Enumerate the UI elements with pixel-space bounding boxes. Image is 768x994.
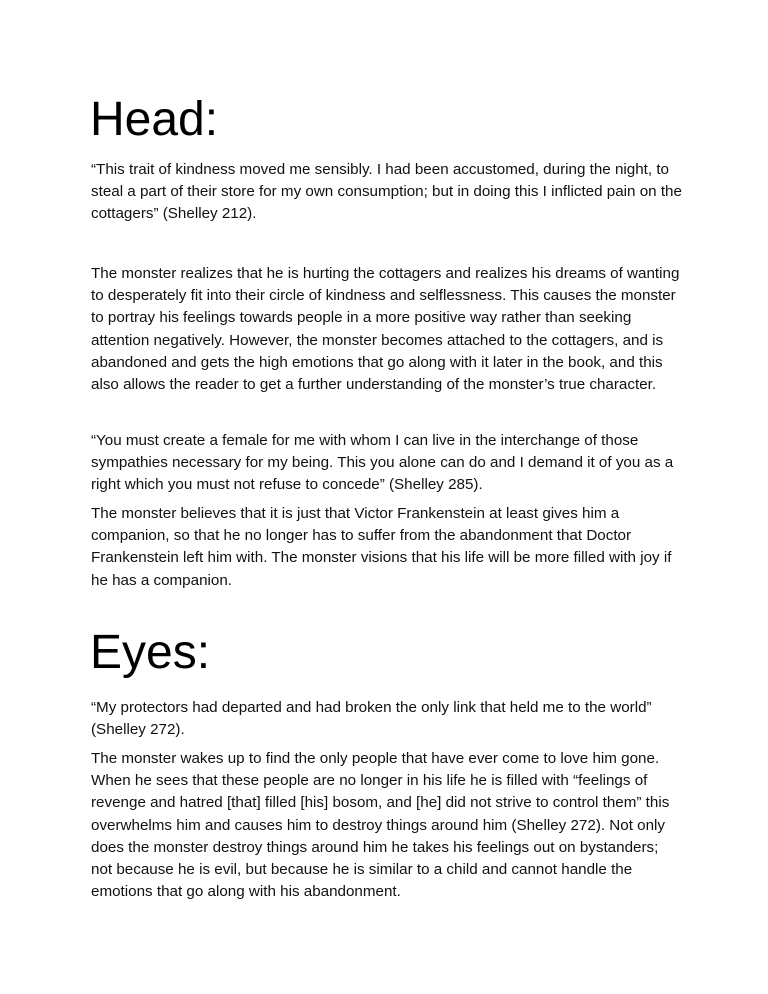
text-line: to desperately fit into their circle of kindness and selflessness. This causes the monster [91,287,676,305]
text-line: companion, so that he no longer has to suffer from the abandonment that Doctor [91,527,632,545]
text-line: cottagers” (Shelley 212). [91,205,257,223]
text-line: steal a part of their store for my own consumption; but in doing this I inflicted pain on the [91,183,682,201]
heading-head: Head: [90,93,219,146]
text-line: emotions that go along with his abandonment. [91,883,401,901]
analysis-paragraph [91,503,671,592]
text-line: sympathies necessary for my being. This you alone can do and I demand it of you as a [91,454,674,472]
text-line: does the monster destroy things around him he takes his feelings out on bystanders; [91,838,659,856]
text-line: (Shelley 272). [91,721,185,739]
text-line: also allows the reader to get a further understanding of the monster’s true character. [91,376,657,394]
text-line: abandoned and gets the high emotions that go along with it later in the book, and this [91,353,663,371]
text-line: revenge and hatred [that] filled [his] bosom, and [he] did not strive to control them” this [91,794,670,812]
text-line: “My protectors had departed and had broken the only link that held me to the world” [91,699,652,716]
text-line: to portray his feelings towards people in a more positive way rather than seeking [91,309,632,327]
text-line: attention negatively. However, the monster becomes attached to the cottagers, and is [91,331,664,349]
text-line: “You must create a female for me with whom I can live in the interchange of those [91,432,639,449]
quote-paragraph [91,430,673,497]
text-line: he has a companion. [91,571,233,589]
text-line: When he sees that these people are no longer in his life he is filled with “feelings of [91,772,648,790]
text-line: right which you must not refuse to concede” (Shelley 285). [91,476,483,494]
text-line: The monster realizes that he is hurting the cottagers and realizes his dreams of wanting [91,265,680,282]
heading-eyes: Eyes: [90,626,211,679]
text-line: not because he is evil, but because he is similar to a child and cannot handle the [91,861,633,879]
text-line: Frankenstein left him with. The monster visions that his life will be more filled with joy if [91,549,672,567]
text-line: overwhelms him and causes him to destroy things around him (Shelley 272). Not only [91,816,666,834]
quote-paragraph [91,159,682,226]
text-line: The monster wakes up to find the only people that have ever come to love him gone. [91,750,660,767]
analysis-paragraph [91,748,669,903]
text-line: “This trait of kindness moved me sensibly. I had been accustomed, during the night, to [91,161,669,178]
analysis-paragraph [91,263,679,396]
text-line: The monster believes that it is just that Victor Frankenstein at least gives him a [91,505,620,522]
quote-paragraph [91,697,652,741]
